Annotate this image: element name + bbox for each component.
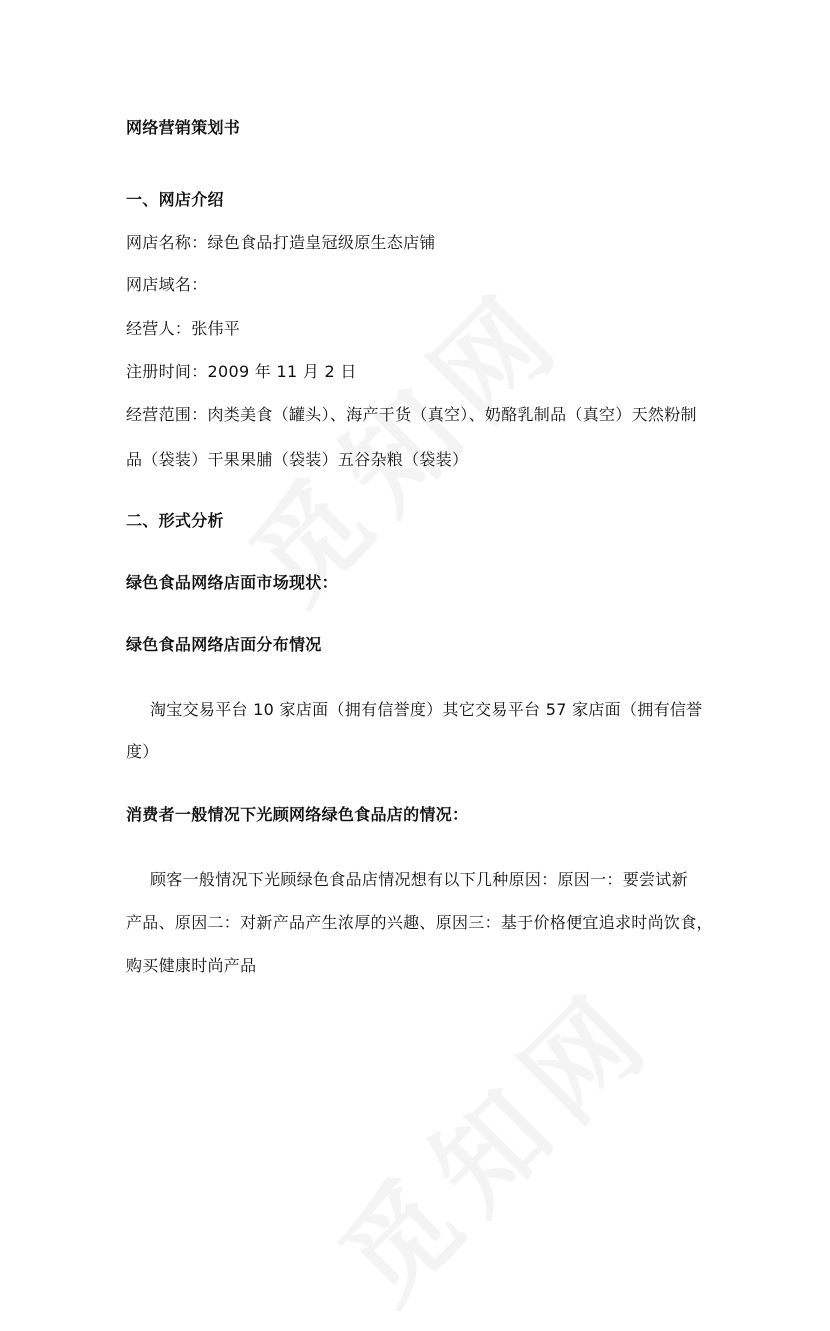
paragraph-line: 淘宝交易平台 10 家店面（拥有信誉度）其它交易平台 57 家店面（拥有信誉	[150, 700, 703, 719]
business-scope-line: 品（袋装）干果果脯（袋装）五谷杂粮（袋装）	[126, 450, 469, 469]
subheading-distribution: 绿色食品网络店面分布情况	[126, 635, 322, 654]
section-heading-shop-intro: 一、网店介绍	[126, 190, 224, 209]
subheading-consumer: 消费者一般情况下光顾网络绿色食品店的情况：	[126, 805, 469, 824]
paragraph-line: 度）	[126, 742, 159, 761]
shop-domain-line: 网店域名：	[126, 275, 208, 294]
document-title: 网络营销策划书	[126, 118, 241, 137]
business-scope-line: 经营范围：肉类美食（罐头）、海产干货（真空）、奶酪乳制品（真空）天然粉制	[126, 405, 697, 424]
register-time-line: 注册时间：2009 年 11 月 2 日	[126, 362, 357, 381]
section-heading-analysis: 二、形式分析	[126, 511, 224, 530]
paragraph-line: 购买健康时尚产品	[126, 956, 257, 975]
operator-line: 经营人：张伟平	[126, 319, 241, 338]
paragraph-line: 顾客一般情况下光顾绿色食品店情况想有以下几种原因：原因一：要尝试新	[150, 870, 688, 889]
watermark	[300, 947, 683, 1330]
paragraph-line: 产品、原因二：对新产品产生浓厚的兴趣、原因三：基于价格便宜追求时尚饮食，	[126, 913, 713, 932]
subheading-market-status: 绿色食品网络店面市场现状：	[126, 573, 338, 592]
shop-name-line: 网店名称：绿色食品打造皇冠级原生态店铺	[126, 233, 436, 252]
